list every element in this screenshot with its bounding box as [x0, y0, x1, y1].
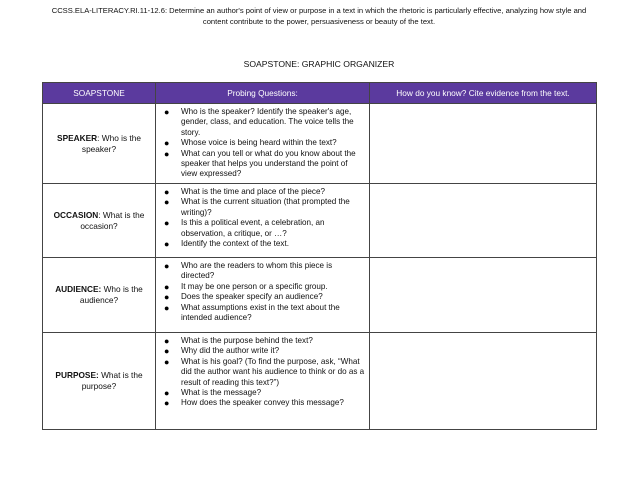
table-row-audience — [43, 258, 597, 333]
header-evidence: How do you know? Cite evidence from the text. — [370, 83, 597, 104]
questions-cell-occasion — [156, 184, 370, 258]
prompt-occasion: : What is the occasion? — [80, 209, 145, 231]
table-header-row — [43, 83, 597, 104]
label-cell-speaker — [43, 104, 156, 184]
header-soapstone: SOAPSTONE — [43, 83, 156, 104]
question-item: ● Is this a political event, a celebration, an observation, a critique, or …? — [164, 218, 365, 239]
term-occasion: OCCASION — [53, 209, 99, 220]
question-list-purpose — [164, 336, 365, 409]
question-list-occasion — [164, 187, 365, 249]
soapstone-table — [42, 82, 597, 430]
prompt-purpose: What is the purpose? — [81, 370, 143, 391]
question-item: ● What is the purpose behind the text? — [164, 336, 365, 346]
question-item: ● Who is the speaker? Identify the speaker's age, gender, class, and education. The voice tells the story. — [164, 107, 365, 138]
evidence-cell-speaker[interactable] — [370, 104, 597, 184]
evidence-cell-audience[interactable] — [370, 258, 597, 333]
term-audience: AUDIENCE: — [55, 284, 102, 294]
question-item: ● Whose voice is being heard within the text? — [164, 138, 365, 148]
label-cell-occasion — [43, 184, 156, 258]
questions-cell-audience — [156, 258, 370, 333]
question-item: ● How does the speaker convey this message? — [164, 398, 365, 408]
term-purpose: PURPOSE: — [55, 370, 99, 380]
question-list-audience — [164, 261, 365, 323]
term-speaker: SPEAKER — [57, 132, 98, 143]
question-item: ● Why did the author write it? — [164, 346, 365, 356]
question-item: ● Who are the readers to whom this piece is directed? — [164, 261, 365, 282]
label-cell-audience — [43, 258, 156, 333]
organizer-title: SOAPSTONE: GRAPHIC ORGANIZER — [243, 59, 395, 69]
prompt-audience: Who is the audience? — [79, 284, 143, 305]
table-row-occasion — [43, 184, 597, 258]
questions-cell-speaker — [156, 104, 370, 184]
question-item: ● Does the speaker specify an audience? — [164, 292, 365, 302]
question-item: ● What is the time and place of the piece? — [164, 187, 365, 197]
standard-text: CCSS.ELA-LITERACY.RI.11-12.6: Determine an author's point of view or purpose in a text in which the rhetoric is particularly effective, analyzing how style and content contribute to the power, persuasiveness or beauty of the text. — [51, 6, 587, 26]
table-row-purpose — [43, 333, 597, 430]
header-probing-questions: Probing Questions: — [156, 83, 370, 104]
question-list-speaker — [164, 107, 365, 180]
evidence-cell-occasion[interactable] — [370, 184, 597, 258]
table-row-speaker — [43, 104, 597, 184]
questions-cell-purpose — [156, 333, 370, 430]
question-item: ● What is his goal? (To find the purpose, ask, “What did the author want his audience to think or do as a result of reading this text?”) — [164, 357, 365, 388]
question-item: ● What is the message? — [164, 388, 365, 398]
question-item: ● It may be one person or a specific group. — [164, 282, 365, 292]
label-cell-purpose — [43, 333, 156, 430]
question-item: ● Identify the context of the text. — [164, 239, 365, 249]
question-item: ● What is the current situation (that prompted the writing)? — [164, 197, 365, 218]
evidence-cell-purpose[interactable] — [370, 333, 597, 430]
prompt-speaker: : Who is the speaker? — [81, 132, 141, 154]
question-item: ● What assumptions exist in the text about the intended audience? — [164, 303, 365, 324]
question-item: ● What can you tell or what do you know about the speaker that helps you understand the point of view expressed? — [164, 149, 365, 180]
